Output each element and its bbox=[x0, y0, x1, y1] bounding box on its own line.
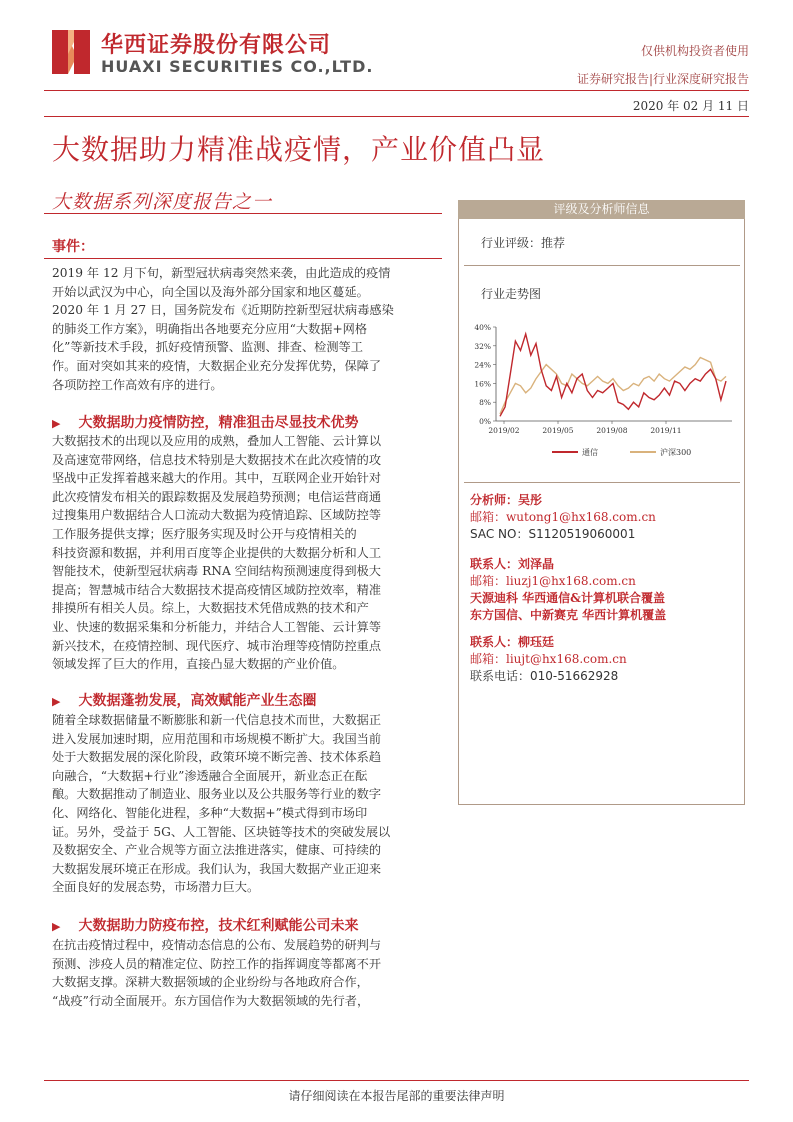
header-divider bbox=[44, 90, 749, 91]
contact1-coverage-1: 天源迪科 华西通信&计算机联合覆盖 bbox=[470, 591, 666, 605]
section-paragraph-3 bbox=[52, 936, 438, 1010]
paragraph-line: 在抗击疫情过程中，疫情动态信息的公布、发展趋势的研判与 bbox=[52, 938, 382, 952]
contact2-name: 联系人：柳珏廷 bbox=[470, 635, 555, 649]
paragraph-line: 预测、涉疫人员的精准定位、防控工作的指挥调度等都离不开 bbox=[52, 956, 382, 971]
paragraph-line: 智能技术，使新型冠状病毒 RNA 空间结构预测速度得到极大 bbox=[52, 564, 381, 579]
event-divider bbox=[44, 258, 442, 259]
paragraph-line: 工作服务提供支撑；医疗服务实现及时公开与疫情相关的 bbox=[52, 526, 357, 541]
paragraph-line: 作。面对突如其来的疫情，大数据企业充分发挥优势，保障了 bbox=[52, 358, 382, 373]
paragraph-line: 业、快速的数据采集和分析能力，并结合人工智能、云计算等 bbox=[52, 619, 382, 634]
paragraph-line: 2019 年 12 月下旬，新型冠状病毒突然来袭，由此造成的疫情 bbox=[52, 266, 391, 280]
triangle-bullet-icon: ▶ bbox=[52, 417, 61, 430]
header-divider-2 bbox=[44, 116, 749, 117]
paragraph-line: 及数据安全、产业合规等方面立法推进落实，健康、可持续的 bbox=[52, 843, 382, 858]
paragraph-line: 进入发展加速时期，应用范围和市场规模不断扩大。我国当前 bbox=[52, 731, 382, 746]
contact1-coverage-2: 东方国信、中新赛克 华西计算机覆盖 bbox=[470, 608, 667, 622]
paragraph-line: 化、网络化、智能化进程，多种“大数据+”模式得到市场印 bbox=[52, 805, 368, 820]
y-tick-label: 40% bbox=[474, 323, 491, 332]
triangle-bullet-icon: ▶ bbox=[52, 920, 61, 933]
paragraph-line: 开始以武汉为中心，向全国以及海外部分国家和地区蔓延。 bbox=[52, 284, 369, 299]
paragraph-line: 此次疫情发布相关的跟踪数据及发展趋势预测；电信运营商通 bbox=[52, 489, 382, 504]
paragraph-line: 过搜集用户数据结合人口流动大数据为疫情追踪、区域防控等 bbox=[52, 508, 382, 523]
report-title: 大数据助力精准战疫情，产业价值凸显 bbox=[52, 133, 546, 166]
section-paragraph-1 bbox=[52, 432, 438, 674]
audience-note: 仅供机构投资者使用 bbox=[640, 44, 749, 58]
section-heading-1 bbox=[52, 412, 358, 432]
legend-label: 通信 bbox=[582, 448, 598, 457]
contact2-phone: 联系电话：010-51662928 bbox=[470, 669, 619, 683]
paragraph-line: 新兴技术，在疫情控制、现代医疗、城市治理等疫情防控重点 bbox=[52, 638, 382, 653]
paragraph-line: 排摸所有相关人员。综上，大数据技术凭借成熟的技术和产 bbox=[52, 601, 369, 616]
x-tick-label: 2019/11 bbox=[650, 426, 682, 435]
contact1-name: 联系人：刘泽晶 bbox=[470, 557, 555, 571]
paragraph-line: 领域发挥了巨大的作用，直接凸显大数据的产业价值。 bbox=[52, 657, 345, 672]
footer-divider bbox=[44, 1080, 749, 1081]
paragraph-line: “战疫”行动全面展开。东方国信作为大数据领域的先行者， bbox=[52, 993, 370, 1008]
report-date: 2020 年 02 月 11 日 bbox=[632, 99, 749, 113]
legend-label: 沪深300 bbox=[660, 448, 692, 457]
y-tick-label: 8% bbox=[479, 398, 491, 408]
analyst-sac: SAC NO：S1120519060001 bbox=[470, 527, 636, 541]
event-paragraph bbox=[52, 264, 438, 394]
section-heading-2 bbox=[52, 690, 316, 710]
huaxi-logo-icon bbox=[52, 30, 92, 74]
paragraph-line: 科技资源和数据，并利用百度等企业提供的大数据分析和人工 bbox=[52, 545, 382, 560]
contact2-email: 邮箱：liujt@hx168.com.cn bbox=[470, 652, 627, 666]
paragraph-line: 大数据发展环境正在形成。我们认为，我国大数据产业正迎来 bbox=[52, 861, 382, 876]
paragraph-line: 坚战中正发挥着越来越大的作用。其中，互联网企业开始针对 bbox=[52, 471, 382, 486]
report-subtitle: 大数据系列深度报告之一 bbox=[52, 191, 273, 213]
brand-name-cn: 华西证券股份有限公司 bbox=[101, 33, 332, 58]
paragraph-line: 的肺炎工作方案》，明确指出各地要充分应用“大数据+网格 bbox=[52, 321, 368, 336]
paragraph-line: 及高速宽带网络，信息技术特别是大数据技术在此次疫情的攻 bbox=[52, 452, 382, 467]
analyst-email: 邮箱：wutong1@hx168.com.cn bbox=[470, 510, 656, 524]
y-tick-label: 16% bbox=[474, 379, 491, 389]
paragraph-line: 向融合，“大数据+行业”渗透融合全面展开，新业态正在酝 bbox=[52, 768, 368, 783]
event-label: 事件： bbox=[52, 239, 94, 255]
paragraph-line: 全面良好的发展态势，市场潜力巨大。 bbox=[52, 880, 260, 895]
paragraph-line: 处于大数据发展的深化阶段，政策环境不断完善、技术体系趋 bbox=[52, 750, 382, 765]
y-tick-label: 32% bbox=[474, 341, 491, 351]
trend-label: 行业走势图 bbox=[481, 287, 542, 301]
x-tick-label: 2019/05 bbox=[542, 426, 574, 435]
x-tick-label: 2019/08 bbox=[596, 426, 628, 435]
triangle-bullet-icon: ▶ bbox=[52, 695, 61, 708]
sidebar-divider bbox=[464, 265, 740, 266]
paragraph-line: 2020 年 1 月 27 日，国务院发布《近期防控新型冠状病毒感染 bbox=[52, 303, 394, 318]
section-heading-text: 大数据助力防疫布控，技术红利赋能公司未来 bbox=[78, 918, 359, 934]
sidebar-header: 评级及分析师信息 bbox=[458, 200, 745, 219]
y-tick-label: 24% bbox=[474, 360, 491, 370]
section-heading-text: 大数据蓬勃发展，高效赋能产业生态圈 bbox=[78, 693, 317, 709]
brand-name-en: HUAXI SECURITIES CO.,LTD. bbox=[101, 57, 374, 76]
analyst-name: 分析师：吴彤 bbox=[470, 493, 543, 507]
paragraph-line: 大数据支撑。深耕大数据领域的企业纷纷与各地政府合作， bbox=[52, 975, 369, 990]
paragraph-line: 各项防控工作高效有序的进行。 bbox=[52, 377, 223, 392]
paragraph-line: 化”等新技术手段，抓好疫情预警、监测、排查、检测等工 bbox=[52, 340, 363, 355]
paragraph-line: 随着全球数据储量不断膨胀和新一代信息技术而世，大数据正 bbox=[52, 713, 382, 727]
x-tick-label: 2019/02 bbox=[488, 426, 520, 435]
paragraph-line: 证。另外，受益于 5G、人工智能、区块链等技术的突破发展以 bbox=[52, 824, 391, 839]
subtitle-divider bbox=[44, 213, 442, 214]
section-heading-text: 大数据助力疫情防控，精准狙击尽显技术优势 bbox=[78, 415, 359, 431]
section-heading-3 bbox=[52, 915, 358, 935]
footer-disclaimer: 请仔细阅读在本报告尾部的重要法律声明 bbox=[288, 1089, 505, 1103]
paragraph-line: 大数据技术的出现以及应用的成熟，叠加人工智能、云计算以 bbox=[52, 434, 382, 448]
paragraph-line: 酿。大数据推动了制造业、服务业以及公共服务等行业的数字 bbox=[52, 787, 382, 802]
industry-trend-chart bbox=[464, 315, 740, 465]
y-tick-label: 0% bbox=[479, 417, 491, 426]
series-line-telecom bbox=[500, 334, 726, 416]
sidebar-divider bbox=[464, 482, 740, 483]
report-type: 证券研究报告|行业深度研究报告 bbox=[576, 72, 749, 86]
section-paragraph-2 bbox=[52, 711, 438, 897]
contact1-email: 邮箱：liuzj1@hx168.com.cn bbox=[470, 574, 636, 588]
industry-rating: 行业评级：推荐 bbox=[481, 236, 566, 250]
paragraph-line: 提高；智慧城市结合大数据技术提高疫情区域防控效率，精准 bbox=[52, 582, 382, 597]
